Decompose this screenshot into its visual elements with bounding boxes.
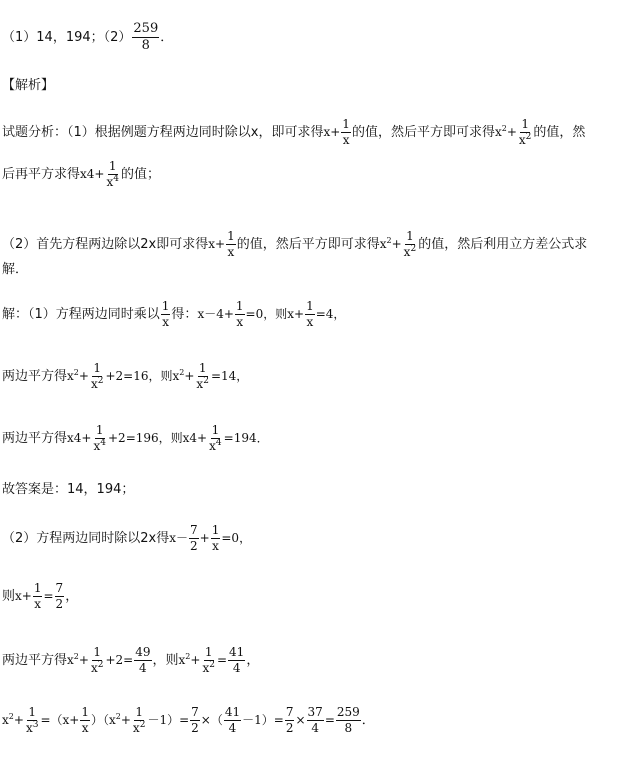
answer-fraction: $\frac{259}{8}$ xyxy=(133,21,159,53)
fraction: $\frac{49}{4}$ xyxy=(135,645,151,675)
fraction: $\frac{1}{x^3}$ xyxy=(25,705,39,735)
fraction: $\frac{1}{x^2}$ xyxy=(132,705,146,735)
fraction: $\frac{1}{x^2}$ xyxy=(518,117,532,147)
solution-line-3: 两边平方得 x4+ $\frac{1}{x^4}$ +2=196，则 x4+ $\frac{1}{x^4}$ =194． xyxy=(2,423,269,453)
fraction: $\frac{41}{4}$ xyxy=(224,705,241,735)
fraction: $\frac{1}{x^4}$ xyxy=(93,423,106,453)
fraction: $\frac{7}{2}$ xyxy=(191,705,199,735)
fraction: $\frac{1}{x}$ xyxy=(33,581,42,611)
fraction: $\frac{1}{x}$ xyxy=(342,117,350,147)
analysis-line-3: （2）首先方程两边除以2x即可求得 x+ $\frac{1}{x}$ 的值，然后平方即可求得 $x^2+$ $\frac{1}{x^2}$ 的值，然后利用立方差公式求 xyxy=(2,229,588,259)
analysis-line-2: 后再平方求得 x4+ $\frac{1}{x^4}$ 的值； xyxy=(2,159,161,189)
fraction: $\frac{1}{x}$ xyxy=(211,523,220,553)
solution-line-1: 解：（1）方程两边同时乘以 $\frac{1}{x}$ 得： x－4+ $\frac{1}{x}$ =0，则 x+ $\frac{1}{x}$ =4， xyxy=(2,299,346,329)
fraction: $\frac{1}{x}$ xyxy=(81,705,89,735)
fraction: $\frac{1}{x^4}$ xyxy=(209,423,222,453)
fraction: $\frac{1}{x^4}$ xyxy=(106,159,119,189)
fraction: $\frac{1}{x^2}$ xyxy=(90,361,104,391)
analysis-line-4: 解． xyxy=(2,262,29,277)
answer-text: （1）14，194；（2） xyxy=(2,29,132,45)
analysis-line-1: 试题分析：（1）根据例题方程两边同时除以x，即可求得 x+ $\frac{1}{x}$ 的值，然后平方即可求得 $x^2+$ $\frac{1}{x^2}$ 的值，然 xyxy=(2,117,586,147)
fraction: $\frac{37}{4}$ xyxy=(307,705,323,735)
solution-line-6: 则 x+ $\frac{1}{x}$ = $\frac{7}{2}$ ， xyxy=(2,581,79,611)
solution-line-7: 两边平方得 $x^2+$ $\frac{1}{x^2}$ +2= $\frac{49}{4}$ ，则 $x^2+$ $\frac{1}{x^2}$ = $\frac{41}{4}$ ， xyxy=(2,645,260,675)
solution-line-2: 两边平方得 $x^2+$ $\frac{1}{x^2}$ +2=16，则 $x^2+$ $\frac{1}{x^2}$ =14， xyxy=(2,361,249,391)
fraction: $\frac{7}{2}$ xyxy=(55,581,64,611)
fraction: $\frac{41}{4}$ xyxy=(229,645,245,675)
answer-line: （1）14，194；（2） $\frac{259}{8}$ ． xyxy=(2,21,174,53)
fraction: $\frac{7}{2}$ xyxy=(285,705,294,735)
fraction: $\frac{1}{x^2}$ xyxy=(202,645,215,675)
fraction: $\frac{1}{x^2}$ xyxy=(90,645,104,675)
fraction: $\frac{259}{8}$ xyxy=(336,705,360,735)
fraction: $\frac{1}{x}$ xyxy=(161,299,170,329)
analysis-heading: 【解析】 xyxy=(2,78,55,93)
solution-line-5: （2）方程两边同时除以2x得 x－ $\frac{7}{2}$ + $\frac{1}{x}$ =0， xyxy=(2,523,252,553)
solution-line-4: 故答案是：14，194； xyxy=(2,482,135,497)
fraction: $\frac{1}{x}$ xyxy=(227,229,235,259)
fraction: $\frac{1}{x}$ xyxy=(235,299,244,329)
fraction: $\frac{1}{x^2}$ xyxy=(196,361,209,391)
fraction: $\frac{1}{x}$ xyxy=(306,299,314,329)
fraction: $\frac{1}{x^2}$ xyxy=(403,229,417,259)
fraction: $\frac{7}{2}$ xyxy=(190,523,198,553)
solution-line-8: $x^2+$ $\frac{1}{x^3}$ =（x+ $\frac{1}{x}$ ）（$x^2+$ $\frac{1}{x^2}$ －1）= $\frac{7}{2}$ ×（ $\frac{41}{4}$ －1）= $\frac{7}{2}$ × $\frac{37}{4}$ = $\frac{259}{8}$ ． xyxy=(2,705,375,735)
